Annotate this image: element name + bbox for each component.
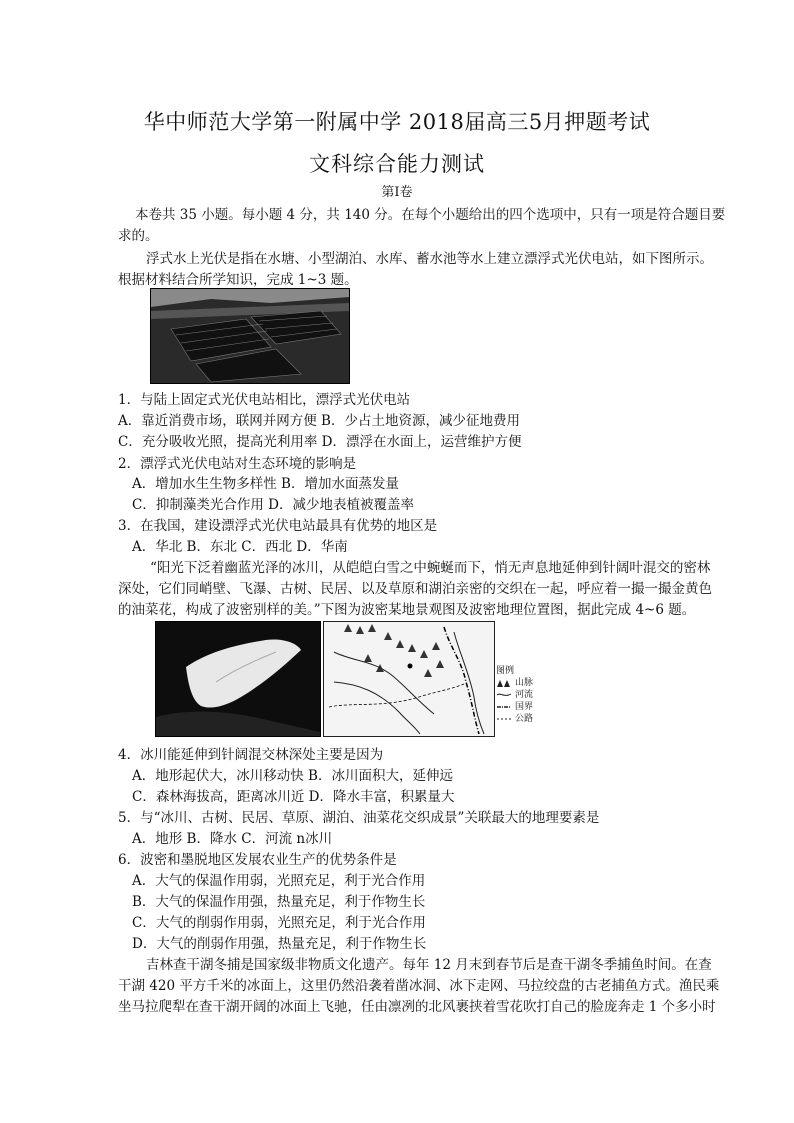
q5-options: A．地形 B．降水 C．河流 n冰川: [132, 831, 333, 847]
floating-solar-photo: [150, 288, 350, 384]
q6-option-d: D．大气的削弱作用强，热量充足，利于作物生长: [132, 936, 427, 952]
legend-label: 山脉: [515, 678, 534, 688]
q1-stem: 1．与陆上固定式光伏电站相比，漂浮式光伏电站: [118, 392, 411, 408]
legend-item-border: [496, 701, 556, 713]
passage1-line: 浮式水上光伏是指在水塘、小型湖泊、水库、蓄水池等水上建立漂浮式光伏电站，如下图所示。: [146, 251, 713, 267]
q3-options: A．华北 B．东北 C．西北 D．华南: [132, 539, 348, 555]
q4-stem: 4．冰川能延伸到针阔混交林深处主要是因为: [118, 747, 384, 763]
passage3-line: 干湖 420 平方千米的冰面上，这里仍然沿袭着凿冰洞、冰下走网、马拉绞盘的古老捕鱼方式。渔民乘: [118, 978, 720, 994]
legend-label: 公路: [515, 714, 534, 724]
q1-options: A．靠近消费市场，联网并网方便 B．少占土地资源，减少征地费用: [118, 413, 520, 429]
q6-option-b: B．大气的保温作用强，热量充足，利于作物生长: [132, 894, 426, 910]
q2-options: C．抑制藻类光合作用 D．减少地表植被覆盖率: [132, 497, 414, 513]
exam-title: 华中师范大学第一附属中学 2018届高三5月押题考试: [143, 110, 651, 134]
passage1-line: 根据材料结合所学知识，完成 1~3 题。: [118, 272, 358, 288]
q6-option-c: C．大气的削弱作用弱，光照充足，利于光合作用: [132, 915, 426, 931]
q2-options: A．增加水生生物多样性 B．增加水面蒸发量: [132, 476, 399, 492]
exam-subtitle: 文科综合能力测试: [309, 152, 485, 176]
q6-stem: 6．波密和墨脱地区发展农业生产的优势条件是: [118, 852, 397, 868]
passage2-line: 深处，它们同峭壁、飞瀑、古树、民居、以及草原和湖泊亲密的交织在一起，呼应着一撮一撮金黄色: [118, 581, 712, 597]
intro-line: 本卷共 35 小题。每小题 4 分，共 140 分。在每个小题给出的四个选项中，只有一项是符合题目要: [135, 207, 726, 223]
map-legend: [496, 665, 556, 725]
legend-item-mountain: [496, 677, 556, 689]
legend-item-river: [496, 689, 556, 701]
q2-stem: 2．漂浮式光伏电站对生态环境的影响是: [118, 456, 357, 472]
volume-label: 第Ⅰ卷: [381, 185, 413, 200]
q6-option-a: A．大气的保温作用弱，光照充足，利于光合作用: [132, 873, 426, 889]
intro-line: 求的。: [118, 228, 159, 244]
legend-item-road: [496, 713, 556, 725]
q1-options: C．充分吸收光照，提高光利用率 D．漂浮在水面上，运营维护方便: [118, 434, 522, 450]
passage3-line: 坐马拉爬犁在查干湖开阔的冰面上飞驰，任由凛冽的北风裹挟着雪花吹打自己的脸庞奔走 1 个多小时: [118, 999, 716, 1015]
passage3-line: 吉林查干湖冬捕是国家级非物质文化遗产。每年 12 月末到春节后是查干湖冬季捕鱼时间。在查: [146, 957, 712, 973]
legend-label: 河流: [515, 690, 534, 700]
bomi-location-map: [323, 621, 495, 737]
q4-options: C．森林海拔高，距离冰川近 D．降水丰富，积累量大: [132, 789, 455, 805]
q3-stem: 3．在我国，建设漂浮式光伏电站最具有优势的地区是: [118, 518, 438, 534]
legend-title: 图例: [496, 666, 515, 676]
q4-options: A．地形起伏大，冰川移动快 B．冰川面积大，延伸远: [132, 768, 453, 784]
q5-stem: 5．与“冰川、古树、民居、草原、湖泊、油菜花交织成景”关联最大的地理要素是: [118, 810, 600, 826]
passage2-line: 的油菜花，构成了波密别样的美。”下图为波密某地景观图及波密地理位置图，据此完成 4~6 题。: [118, 602, 696, 618]
legend-label: 国界: [515, 702, 534, 712]
passage2-line: “阳光下泛着幽蓝光泽的冰川，从皑皑白雪之中蜿蜒而下，悄无声息地延伸到针阔叶混交的密林: [150, 560, 711, 576]
glacier-landscape-photo: [155, 621, 321, 737]
